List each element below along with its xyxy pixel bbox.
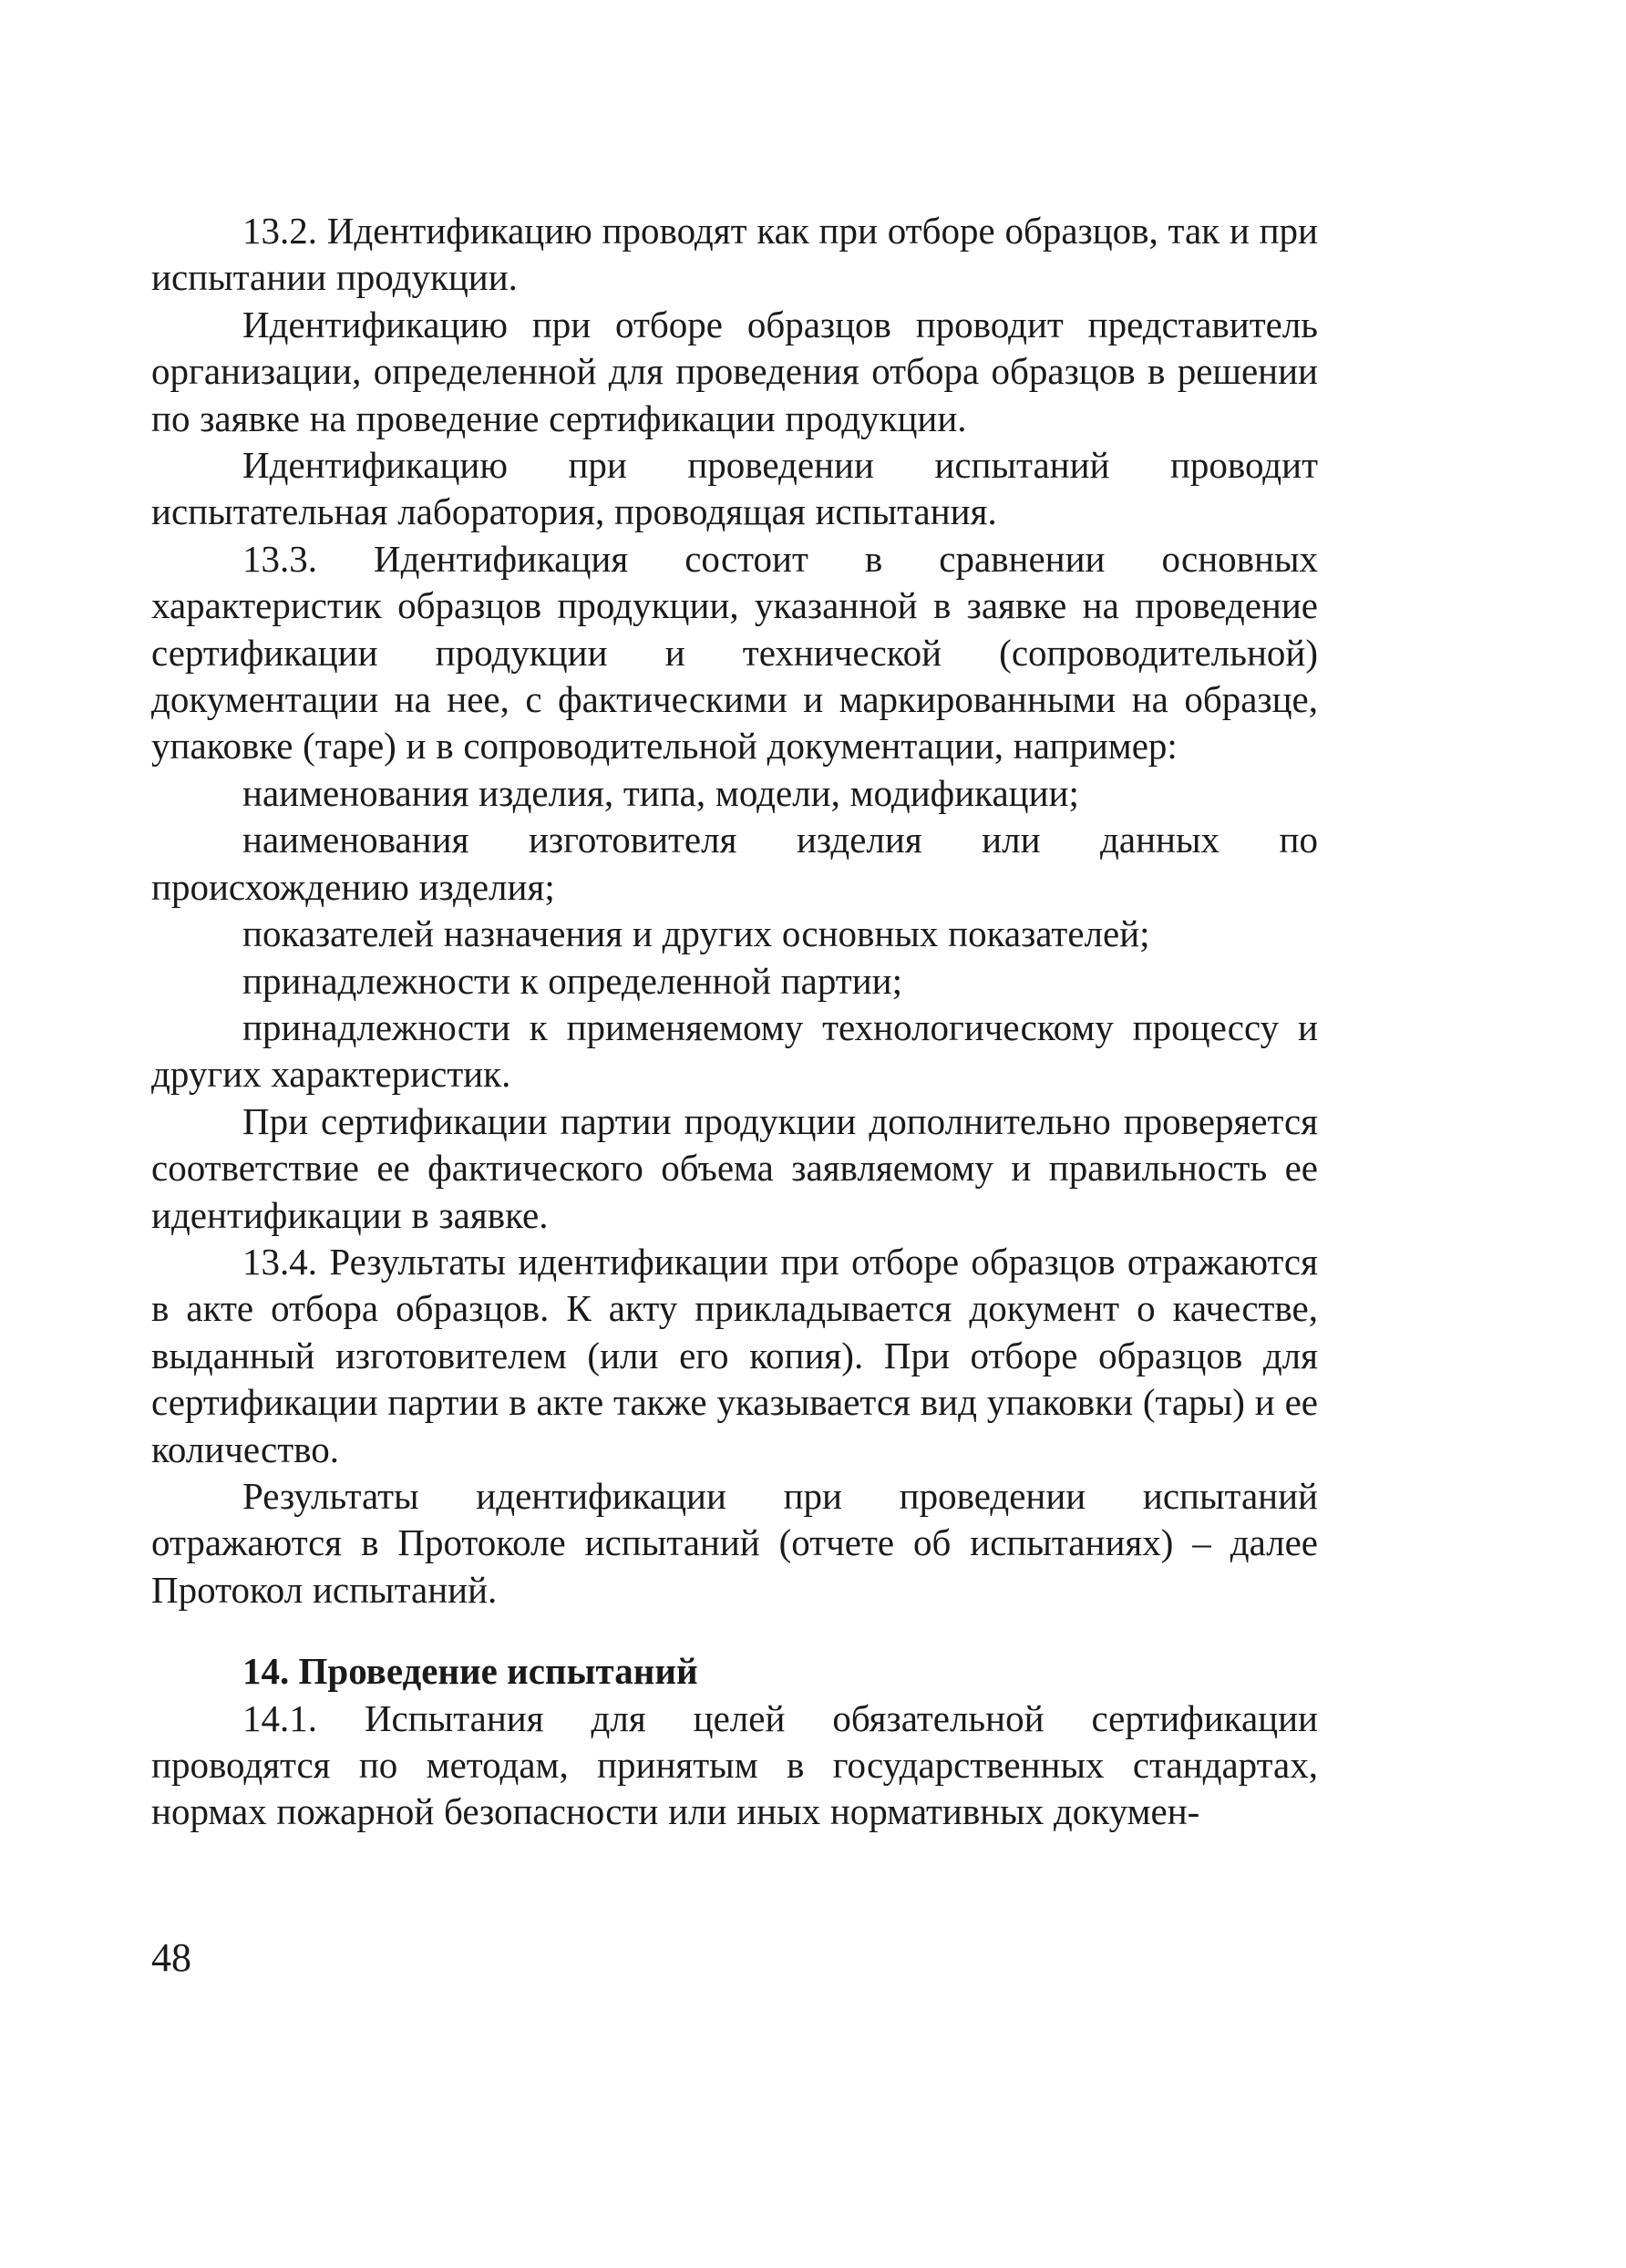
list-item: показателей назначения и других основных показателей;	[242, 912, 1150, 955]
list-item: наименования изготовителя изделия или данных по происхождению изделия;	[151, 819, 1318, 908]
list-item: принадлежности к определенной партии;	[242, 959, 902, 1002]
paragraph-13-4: 13.4. Результаты идентификации при отборе образцов отражаются в акте отбора образцов. К акту прикладывается документ о качестве, выданный изготовителем (или его копия). При отборе образцов для сертификации партии в акте также указывается вид упаковки (тары) и ее количество.	[151, 1240, 1318, 1470]
page-body	[151, 208, 1318, 1836]
paragraph: Результаты идентификации при проведении испытаний отражаются в Протоколе испытаний (отчете об испытаниях) – далее Протокол испытаний.	[151, 1474, 1318, 1611]
paragraph: При сертификации партии продукции дополнительно проверяется соответствие ее фактического объема заявляемому и правильность ее идентификации в заявке.	[151, 1099, 1318, 1236]
page-number: 48	[151, 1935, 191, 1980]
paragraph-13-3: 13.3. Идентификация состоит в сравнении основных характеристик образцов продукции, указанной в заявке на проведение сертификации продукции и технической (сопроводительной) документации на нее, с фактическими и маркированными на образце, упаковке (таре) и в сопроводительной документации, например:	[151, 537, 1318, 768]
paragraph: Идентификацию при проведении испытаний проводит испытательная лаборатория, проводящая испытания.	[151, 444, 1318, 533]
list-item: принадлежности к применяемому технологическому процессу и других характеристик.	[151, 1005, 1318, 1096]
section-heading: 14. Проведение испытаний	[242, 1650, 698, 1693]
paragraph: Идентификацию при отборе образцов проводит представитель организации, определенной для проведения отбора образцов в решении по заявке на проведение сертификации продукции.	[151, 303, 1318, 439]
paragraph-13-2: 13.2. Идентификацию проводят как при отборе образцов, так и при испытании продукции.	[151, 210, 1318, 299]
paragraph-14-1: 14.1. Испытания для целей обязательной сертификации проводятся по методам, принятым в государственных стандартах, нормах пожарной безопасности или иных нормативных докумен-	[151, 1696, 1318, 1833]
list-item: наименования изделия, типа, модели, модификации;	[242, 771, 1079, 814]
